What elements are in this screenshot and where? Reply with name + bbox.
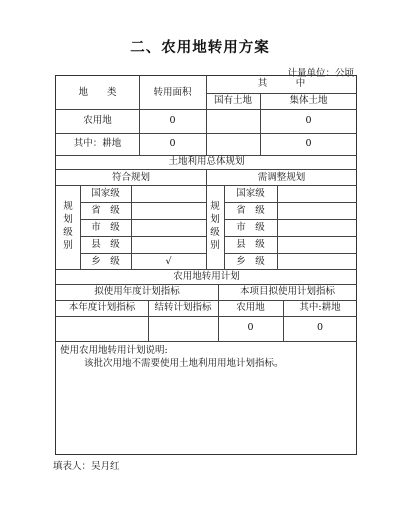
of-which-header: 其 中 (257, 78, 306, 89)
rule (224, 253, 357, 254)
farmland-header: 农用地 (236, 302, 265, 313)
rule (56, 284, 357, 285)
filler-label: 填表人：吴月红 (53, 461, 120, 472)
row-farmland-collective: 0 (305, 115, 312, 126)
collective-land-header: 集体土地 (289, 95, 328, 106)
conversion-plan-section-title: 农用地转用计划 (173, 271, 240, 282)
conform-mark-township: √ (165, 256, 172, 267)
conform-level-city: 市 级 (91, 222, 120, 233)
cultivated-value: 0 (316, 322, 324, 333)
rule (56, 341, 357, 342)
plan-level-label-left: 规划级别 (63, 201, 73, 251)
rule (56, 316, 357, 317)
rule (206, 169, 207, 269)
overall-plan-section-title: 土地利用总体规划 (168, 156, 245, 167)
state-land-header: 国有土地 (213, 95, 252, 106)
adjust-level-township: 乡 级 (236, 256, 265, 267)
rule (80, 236, 207, 237)
adjust-level-county: 县 级 (236, 239, 265, 250)
conform-level-province: 省 级 (91, 205, 120, 216)
row-cultivated-label: 其中：耕地 (73, 138, 122, 149)
cultivated-header: 其中:耕地 (299, 302, 341, 313)
farmland-value: 0 (247, 322, 254, 333)
plan-level-label-right: 规划级别 (210, 201, 220, 251)
conform-level-township: 乡 级 (91, 256, 120, 267)
rule (56, 300, 357, 301)
explanation-text: 该批次用地不需要使用土地利用用地计划指标。 (84, 358, 284, 369)
row-farmland-label: 农用地 (83, 115, 112, 126)
rule (224, 219, 357, 220)
rule (224, 202, 357, 203)
row-cultivated-area: 0 (169, 138, 176, 149)
rule (224, 236, 357, 237)
project-quota-header: 本项目拟使用计划指标 (239, 286, 335, 297)
page-title: 二、农用地转用方案 (130, 39, 270, 56)
annual-quota-header: 拟使用年度计划指标 (94, 286, 180, 297)
adjust-level-city: 市 级 (236, 222, 265, 233)
rule (80, 202, 207, 203)
carryover-header: 结转计划指标 (154, 302, 212, 313)
area-header: 转用面积 (153, 87, 192, 98)
rule (56, 269, 357, 270)
explanation-heading: 使用农用地转用计划说明: (60, 345, 168, 356)
annual-plan-header: 本年度计划指标 (68, 302, 136, 313)
unit-label: 计量单位：公顷 (287, 68, 354, 79)
conform-plan-header: 符合规划 (111, 172, 150, 183)
rule (206, 93, 357, 94)
row-farmland-area: 0 (169, 115, 176, 126)
conform-level-county: 县 级 (91, 239, 120, 250)
rule (277, 185, 278, 269)
adjust-plan-header: 需调整规划 (257, 172, 306, 183)
rule (80, 219, 207, 220)
rule (80, 253, 207, 254)
conform-level-national: 国家级 (91, 188, 120, 199)
conversion-form-table (55, 75, 357, 455)
land-type-header: 地 类 (78, 87, 117, 98)
adjust-level-province: 省 级 (236, 205, 265, 216)
row-cultivated-collective: 0 (305, 138, 312, 149)
adjust-level-national: 国家级 (236, 188, 265, 199)
